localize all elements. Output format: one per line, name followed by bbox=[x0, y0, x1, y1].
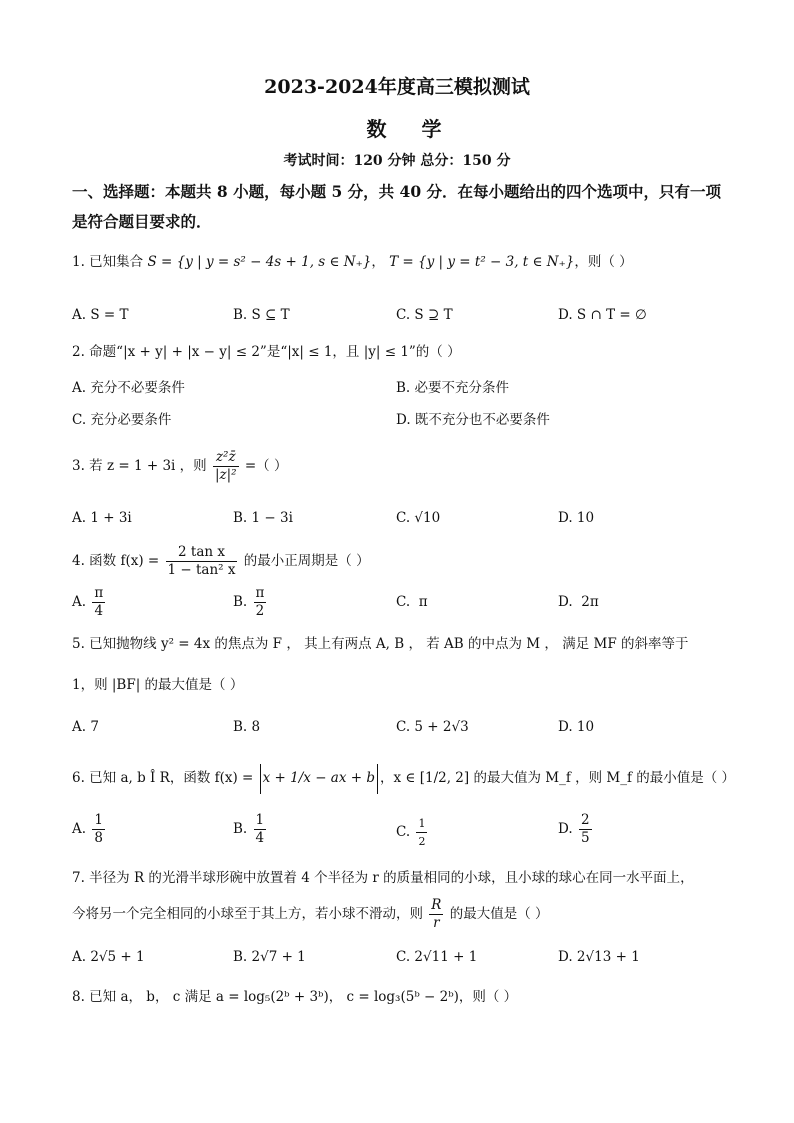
q6-option-c-num: 1 bbox=[416, 815, 427, 833]
q1-option-a: A. S = T bbox=[72, 307, 129, 323]
q1-option-d: D. S ∩ T = ∅ bbox=[558, 307, 647, 323]
q4-option-a-den: 4 bbox=[94, 603, 104, 619]
q4-option-d bbox=[558, 592, 599, 612]
question-1 bbox=[72, 252, 633, 272]
q2-option-c: C. 充分必要条件 bbox=[72, 412, 172, 428]
q5-option-b: B. 8 bbox=[233, 719, 261, 735]
q7-line2-suffix: 的最大值是（ ） bbox=[449, 906, 549, 922]
q1-sep: ， bbox=[371, 254, 385, 270]
q6-abs-left bbox=[260, 764, 261, 794]
question-8: 8. 已知 a， b， c 满足 a = log₅(2ᵇ + 3ᵇ)， c = log₃(5ᵇ − 2ᵇ)，则（ ） bbox=[72, 989, 518, 1005]
q4-option-c bbox=[396, 592, 428, 612]
q4-prefix: 4. 函数 f(x) = bbox=[72, 553, 160, 569]
q1-option-b: B. S ⊆ T bbox=[233, 307, 290, 323]
q4-frac-num: 2 tan x bbox=[166, 544, 238, 562]
q4-option-b-fraction bbox=[254, 585, 267, 620]
q7-frac-num: R bbox=[431, 897, 442, 913]
q3-suffix: =（ ） bbox=[244, 458, 288, 474]
q7-option-d: D. 2√13 + 1 bbox=[558, 949, 640, 965]
q6-option-c-den: 2 bbox=[418, 835, 426, 848]
question-2: 2. 命题“|x + y| + |x − y| ≤ 2”是“|x| ≤ 1，且 |y| ≤ 1”的（ ） bbox=[72, 344, 461, 360]
q4-option-a-label: A. bbox=[72, 594, 87, 610]
q6-option-a-num: 1 bbox=[94, 812, 103, 828]
section-heading-line1: 一、选择题：本题共 8 小题，每小题 5 分，共 40 分．在每小题给出的四个选项中，只有一项 bbox=[72, 182, 722, 201]
q6-option-d-label: D. bbox=[558, 821, 573, 837]
q4-option-d-label: D. bbox=[558, 594, 573, 610]
q6-option-a-den: 8 bbox=[94, 830, 103, 846]
q6-suffix: 的最大值为 M_f ，则 M_f 的最小值是（ ） bbox=[473, 770, 736, 786]
q4-option-b bbox=[233, 585, 268, 620]
q6-option-c bbox=[396, 815, 429, 850]
q4-option-a bbox=[72, 585, 107, 620]
q6-abs-right bbox=[377, 764, 378, 794]
q5-option-d: D. 10 bbox=[558, 719, 595, 735]
q4-option-d-value: 2π bbox=[581, 594, 599, 610]
q6-option-b-fraction bbox=[254, 812, 267, 847]
q5-option-a: A. 7 bbox=[72, 719, 99, 735]
q3-prefix: 3. 若 z = 1 + 3i ，则 bbox=[72, 458, 207, 474]
q3-option-c: C. √10 bbox=[396, 510, 441, 526]
exam-title: 2023-2024年度高三模拟测试 bbox=[264, 76, 530, 98]
q7-fraction bbox=[429, 897, 443, 932]
q6-option-c-fraction bbox=[416, 815, 427, 850]
q1-option-c: C. S ⊇ T bbox=[396, 307, 453, 323]
q7-line2-prefix: 今将另一个完全相同的小球至于其上方，若小球不滑动，则 bbox=[72, 906, 423, 922]
q6-abs-expr: x + 1/x − ax + b bbox=[262, 770, 376, 786]
q4-option-c-label: C. bbox=[396, 594, 411, 610]
q6-option-d-fraction bbox=[579, 812, 592, 847]
q4-option-b-label: B. bbox=[233, 594, 248, 610]
question-4 bbox=[72, 541, 370, 581]
q6-mid: ，x ∈ bbox=[380, 770, 416, 786]
q2-option-b: B. 必要不充分条件 bbox=[396, 380, 510, 396]
q3-fraction bbox=[213, 449, 239, 484]
q1-set-s: S = {y | y = s² − 4s + 1, s ∈ N₊} bbox=[147, 254, 372, 270]
q4-suffix: 的最小正周期是（ ） bbox=[243, 553, 370, 569]
question-5-line2: 1，则 |BF| 的最大值是（ ） bbox=[72, 677, 244, 693]
q3-option-a: A. 1 + 3i bbox=[72, 510, 132, 526]
q3-option-b: B. 1 − 3i bbox=[233, 510, 293, 526]
q6-prefix: 6. 已知 a, b Î R，函数 f(x) = bbox=[72, 770, 254, 786]
q4-option-a-num: π bbox=[94, 585, 104, 601]
q5-option-c: C. 5 + 2√3 bbox=[396, 719, 469, 735]
q1-prefix: 1. 已知集合 bbox=[72, 254, 144, 270]
q6-option-a bbox=[72, 812, 107, 847]
q4-option-b-den: 2 bbox=[255, 603, 265, 619]
question-7-line1: 7. 半径为 R 的光滑半球形碗中放置着 4 个半径为 r 的质量相同的小球，且小球的球心在同一水平面上， bbox=[72, 870, 694, 886]
section-heading-line2: 是符合题目要求的． bbox=[72, 212, 212, 231]
q7-frac-den: r bbox=[433, 915, 440, 931]
q3-frac-den: |z|² bbox=[214, 467, 237, 483]
question-5-line1: 5. 已知抛物线 y² = 4x 的焦点为 F ， 其上有两点 A, B ， 若 AB 的中点为 M ， 满足 MF 的斜率等于 bbox=[72, 636, 689, 652]
q4-frac-den: 1 − tan² x bbox=[167, 562, 236, 578]
q6-option-d-num: 2 bbox=[580, 812, 590, 828]
q6-option-a-fraction bbox=[92, 812, 105, 847]
q7-option-a: A. 2√5 + 1 bbox=[72, 949, 145, 965]
q4-option-c-value: π bbox=[418, 594, 428, 610]
q4-fraction bbox=[166, 544, 238, 579]
q6-option-b-den: 4 bbox=[255, 830, 265, 846]
q6-option-c-label: C. bbox=[396, 824, 411, 840]
q3-frac-num: z²z̄ bbox=[213, 449, 239, 467]
q4-option-a-fraction bbox=[92, 585, 105, 620]
question-7-line2 bbox=[72, 894, 549, 934]
q6-option-b-num: 1 bbox=[255, 812, 265, 828]
exam-info: 考试时间：120 分钟 总分：150 分 bbox=[283, 153, 511, 169]
q3-option-d: D. 10 bbox=[558, 510, 595, 526]
q1-set-t: T = {y | y = t² − 3, t ∈ N₊} bbox=[389, 254, 575, 270]
question-6 bbox=[72, 757, 735, 799]
q6-option-d bbox=[558, 812, 594, 847]
q1-suffix: ，则（ ） bbox=[574, 254, 633, 270]
q7-option-c: C. 2√11 + 1 bbox=[396, 949, 478, 965]
subject-title: 数 学 bbox=[366, 117, 456, 141]
q7-option-b: B. 2√7 + 1 bbox=[233, 949, 306, 965]
q6-option-b-label: B. bbox=[233, 821, 248, 837]
q6-option-b bbox=[233, 812, 268, 847]
q6-interval: [1/2, 2] bbox=[419, 770, 470, 786]
q4-option-b-num: π bbox=[255, 585, 265, 601]
question-3 bbox=[72, 446, 287, 486]
q2-option-a: A. 充分不必要条件 bbox=[72, 380, 185, 396]
q6-option-d-den: 5 bbox=[580, 830, 590, 846]
q6-option-a-label: A. bbox=[72, 821, 87, 837]
q2-option-d: D. 既不充分也不必要条件 bbox=[396, 412, 550, 428]
